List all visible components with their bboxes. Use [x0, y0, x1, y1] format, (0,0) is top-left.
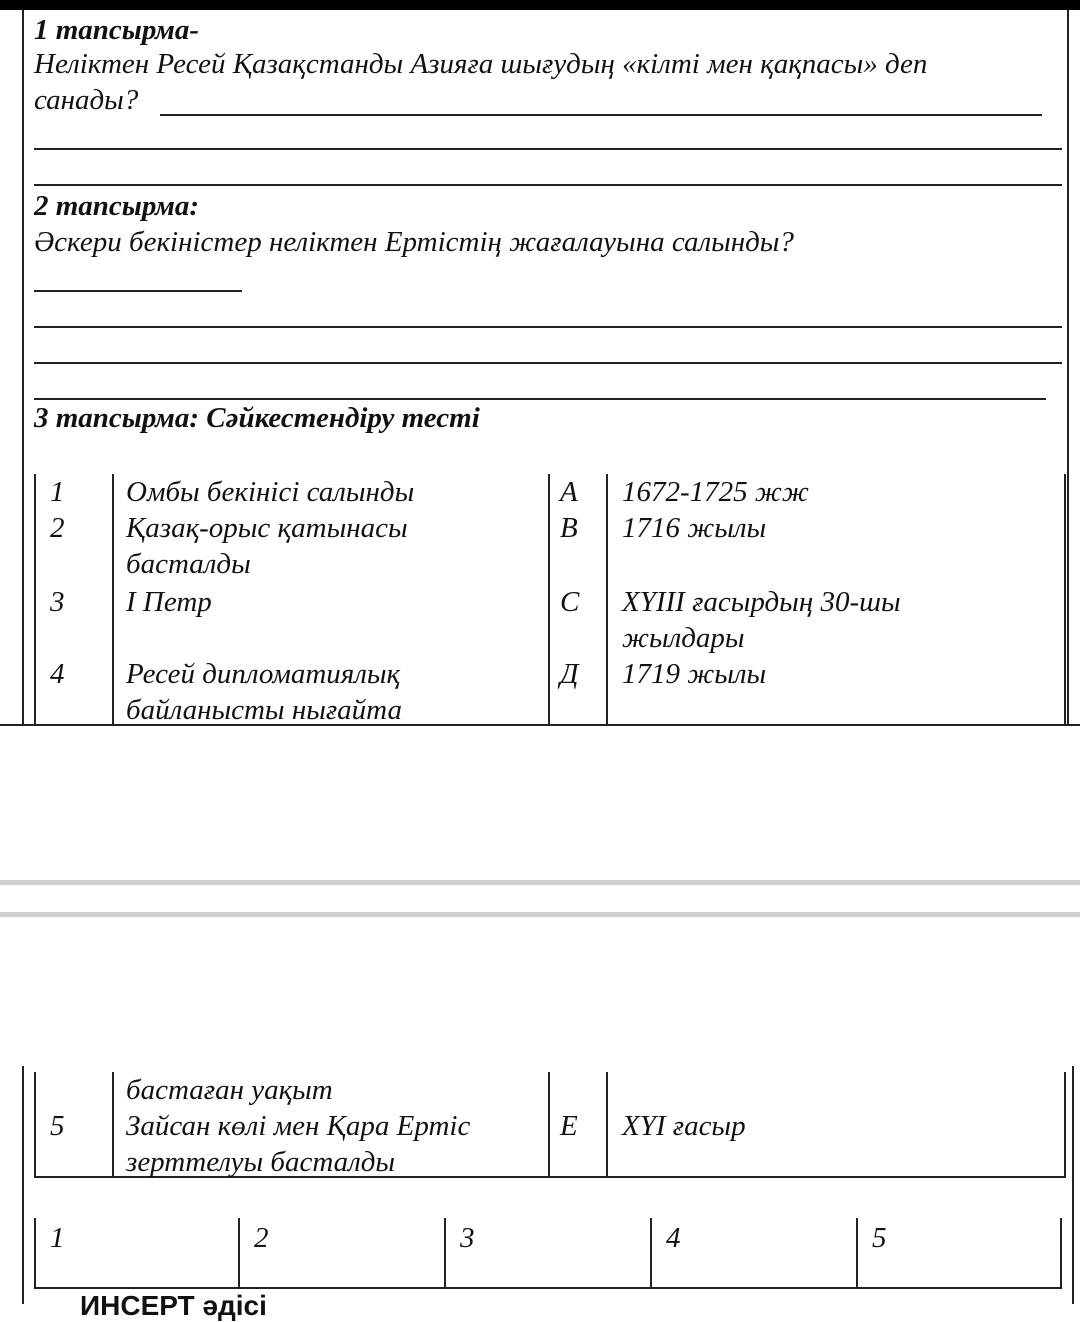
answer-grid-border [650, 1218, 652, 1288]
match-row-letter: В [560, 512, 578, 544]
task1-title: 1 тапсырма- [34, 14, 200, 46]
match-row-date: ХҮІІІ ғасырдың 30-шы [622, 586, 901, 618]
page-gap [0, 726, 1080, 1304]
answer-line[interactable] [34, 184, 1062, 186]
table-border [548, 1072, 550, 1178]
match-row-event: Қазақ-орыс қатынасы [126, 512, 408, 544]
match-row-date: ХҮІ ғасыр [622, 1110, 746, 1142]
match-row-event: Омбы бекінісі салынды [126, 476, 415, 508]
answer-cell-label[interactable]: 2 [254, 1222, 269, 1254]
match-row-event: Зайсан көлі мен Қара Ертіс [126, 1110, 471, 1142]
page-left-border [22, 10, 24, 724]
match-row-date: 1719 жылы [622, 658, 767, 690]
table-border [34, 474, 36, 724]
table-border [548, 474, 550, 724]
page-separator [0, 912, 1080, 917]
task2-title: 2 тапсырма: [34, 190, 200, 222]
page-separator [0, 880, 1080, 885]
table-border [1064, 1072, 1066, 1178]
match-row-event: байланысты нығайта [126, 694, 402, 726]
table-border [606, 474, 608, 724]
answer-line[interactable] [34, 290, 242, 292]
answer-grid-border [444, 1218, 446, 1288]
table-border [112, 1072, 114, 1178]
answer-line[interactable] [34, 326, 1062, 328]
match-row-event-continued: бастаған уақыт [126, 1074, 333, 1106]
answer-grid-border [34, 1287, 1062, 1289]
match-row-number: 1 [50, 476, 65, 508]
top-border [0, 0, 1080, 10]
match-row-event: Ресей дипломатиялық [126, 658, 401, 690]
match-row-event: І Петр [126, 586, 212, 618]
answer-grid-border [1060, 1218, 1062, 1288]
table-border [606, 1072, 608, 1178]
match-row-date: 1716 жылы [622, 512, 767, 544]
answer-line[interactable] [160, 114, 1042, 116]
page-right-border [1067, 10, 1069, 724]
match-row-number: 4 [50, 658, 65, 690]
match-row-letter: А [560, 476, 578, 508]
page-left-border [22, 1066, 24, 1304]
match-row-letter: Д [560, 658, 579, 690]
match-row-letter: С [560, 586, 580, 618]
answer-grid-border [856, 1218, 858, 1288]
match-row-date: 1672-1725 жж [622, 476, 809, 508]
match-row-number: 3 [50, 586, 65, 618]
answer-line[interactable] [34, 362, 1062, 364]
page-right-border [1072, 1066, 1074, 1304]
task1-question-line2: санады? [34, 84, 139, 116]
answer-line[interactable] [34, 148, 1062, 150]
match-row-date: жылдары [622, 622, 745, 654]
answer-grid-border [34, 1218, 36, 1288]
cut-off-heading: ИНСЕРТ әдісі [80, 1290, 267, 1321]
answer-grid-border [238, 1218, 240, 1288]
answer-cell-label[interactable]: 1 [50, 1222, 65, 1254]
answer-cell-label[interactable]: 4 [666, 1222, 681, 1254]
task2-question: Әскери бекіністер неліктен Ертістің жағалауына салынды? [34, 226, 794, 258]
table-border [112, 474, 114, 724]
table-border [34, 1072, 36, 1178]
task3-title: 3 тапсырма: Сәйкестендіру тесті [34, 402, 480, 434]
answer-cell-label[interactable]: 5 [872, 1222, 887, 1254]
match-row-letter: Е [560, 1110, 578, 1142]
match-row-event: басталды [126, 548, 251, 580]
match-row-number: 5 [50, 1110, 65, 1142]
match-row-number: 2 [50, 512, 65, 544]
answer-cell-label[interactable]: 3 [460, 1222, 475, 1254]
table-border [1064, 474, 1066, 724]
task1-question-line1: Неліктен Ресей Қазақстанды Азияға шығудың «кілті мен қақпасы» деп [34, 48, 928, 80]
match-row-event: зерттелуы басталды [126, 1146, 396, 1178]
